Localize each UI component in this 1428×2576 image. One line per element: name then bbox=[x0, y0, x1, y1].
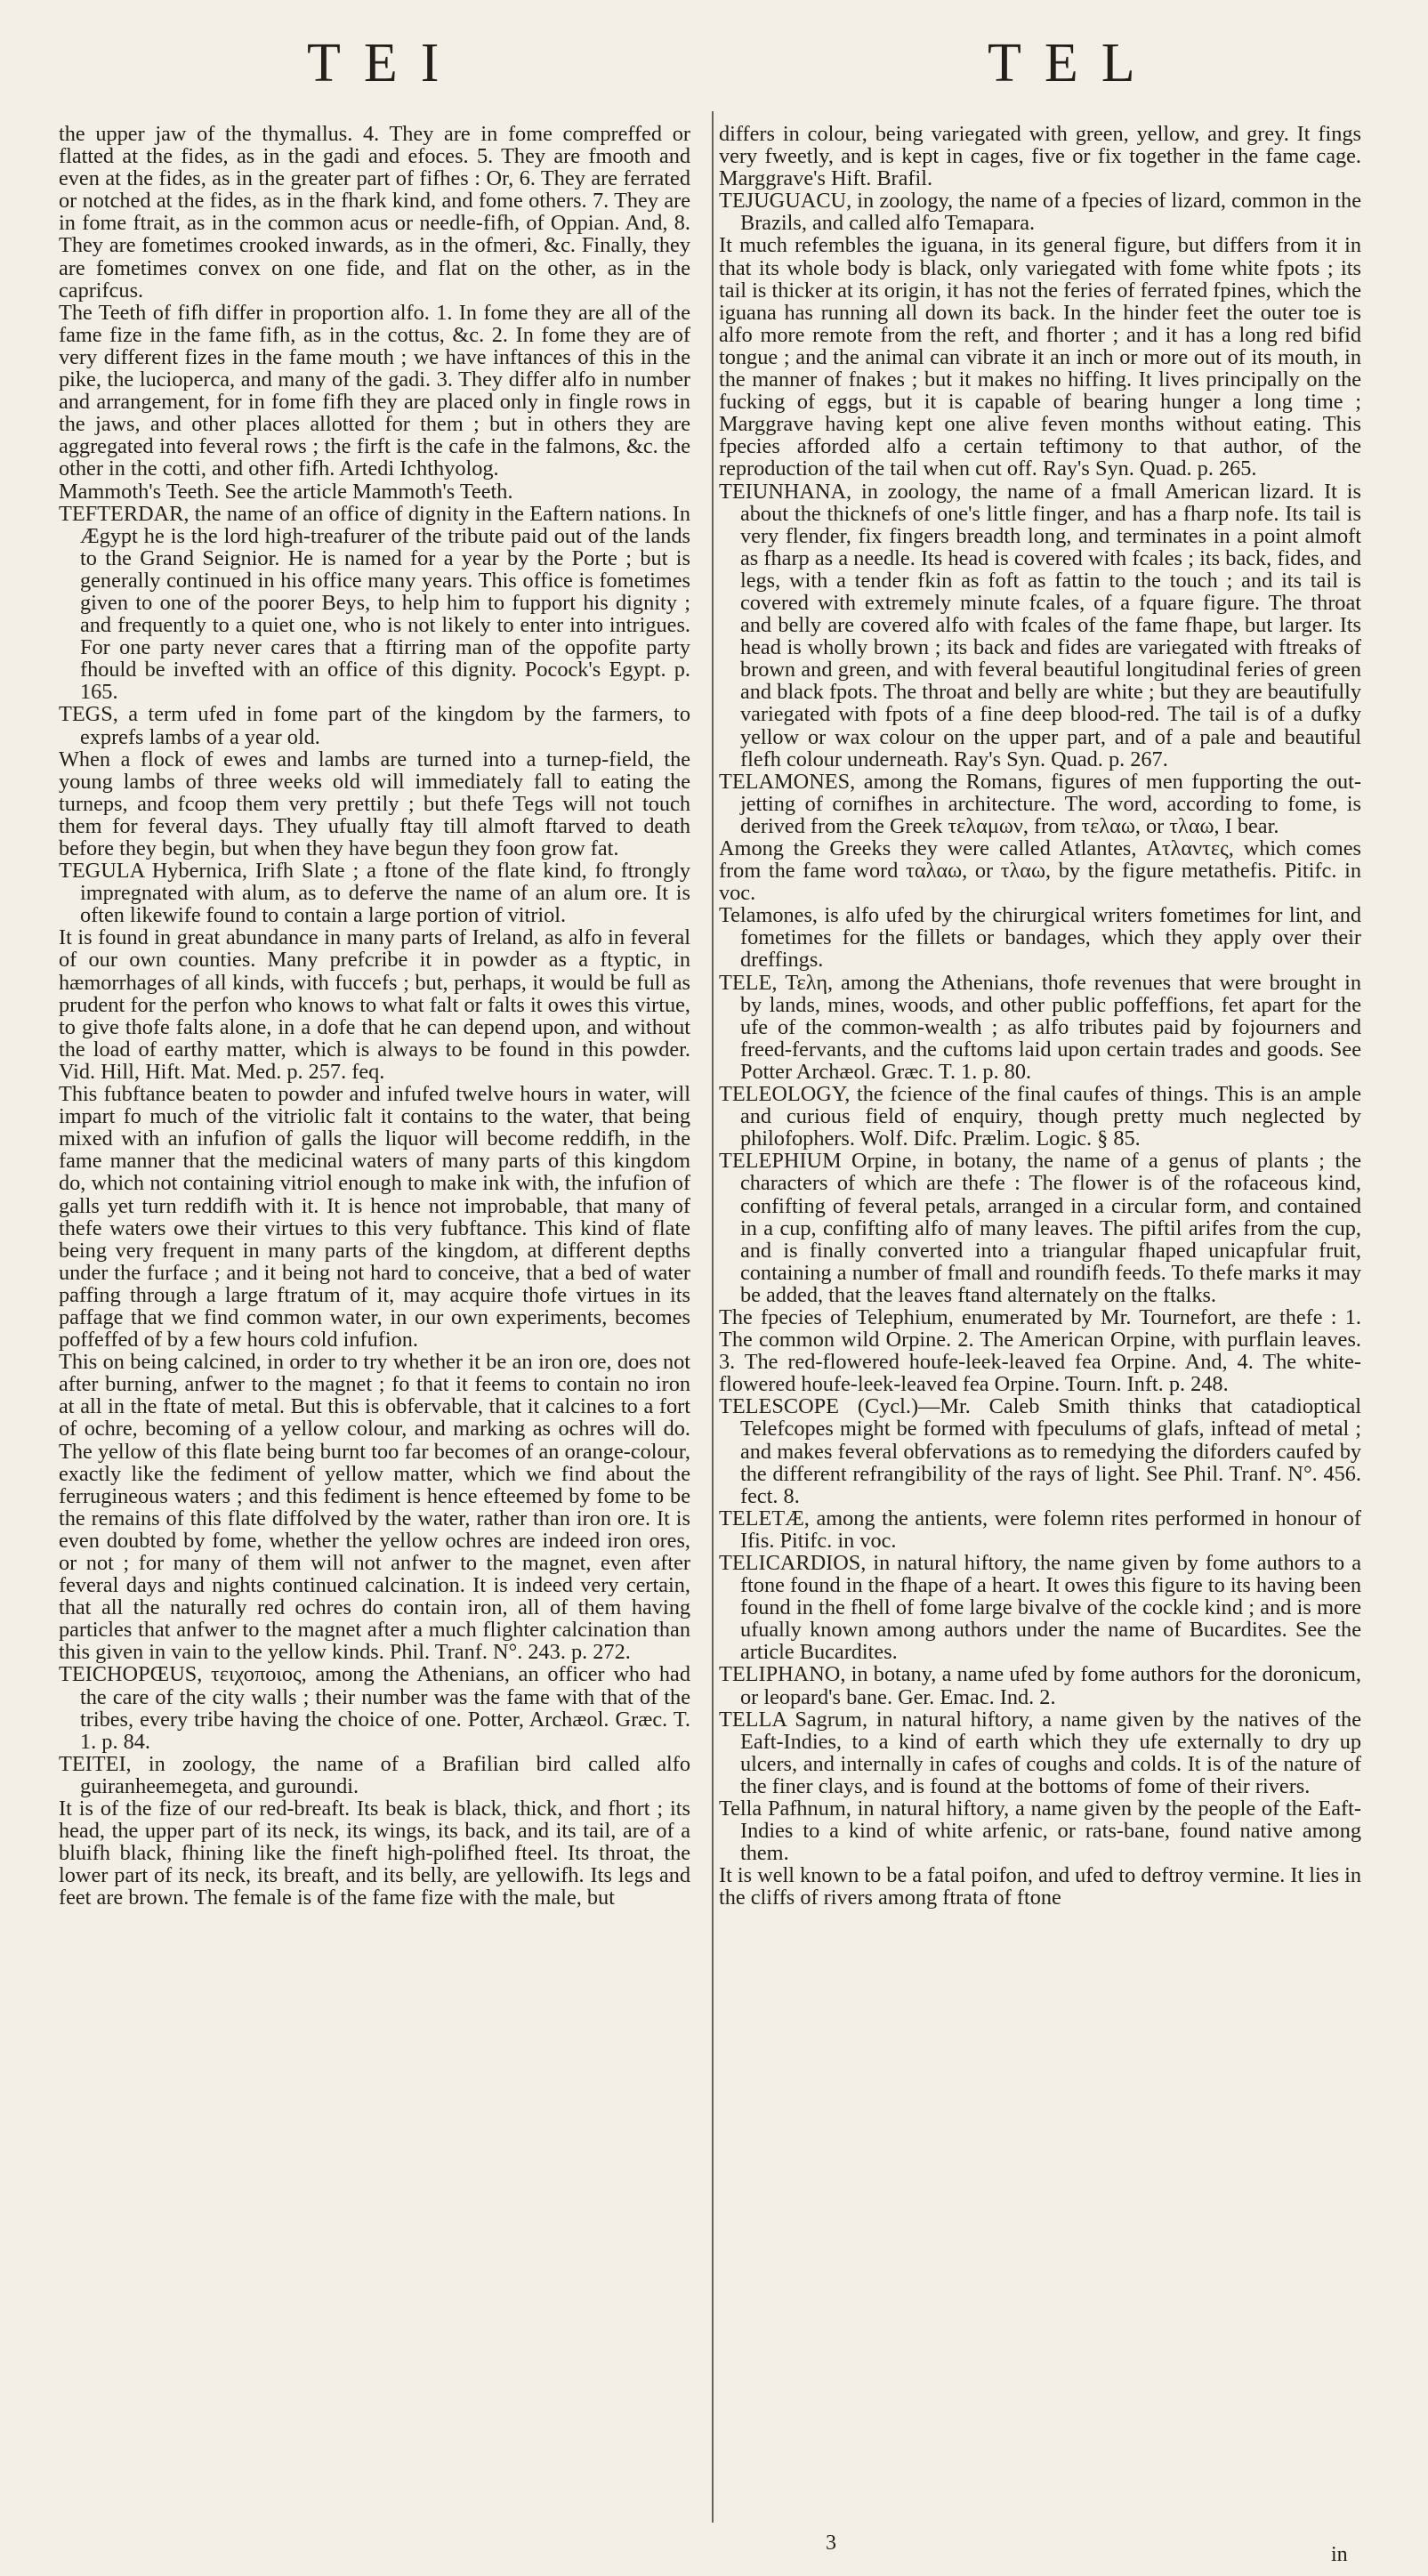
dictionary-entry: TEJUGUACU, in zoology, the name of a fpecies of lizard, common in the Brazils, and called alfo Temapara. bbox=[719, 189, 1361, 236]
left-column bbox=[59, 123, 690, 1910]
entry-paragraph: Among the Greeks they were called Atlantes, Ατλαντες, which comes from the fame word ταλαω, or τλαω, by the figure metathefis. Pitifc. in voc. bbox=[719, 836, 1361, 906]
dictionary-entry: TELAMONES, among the Romans, figures of men fupporting the out-jetting of cornifhes in architecture. The word, according to fome, is derived from the Greek τελαμων, from τελαω, or τλαω, I bear. bbox=[719, 769, 1361, 838]
entry-paragraph: The Teeth of fifh differ in proportion alfo. 1. In fome they are all of the fame fize in the fame fifh, as in the cottus, &c. 2. In fome they are of very different fizes in the fame mouth ; we have inftances of this in the pike, the lucioperca, and many of the gadi. 3. They differ alfo in number and arrangement, for in fome fifh they are placed only in fingle rows in the jaws, and other places allotted for them ; but in others they are aggregated into feveral rows ; the firft is the cafe in the falmons, &c. the other in the cotti, and other fifh. Artedi Ichthyolog. bbox=[59, 300, 690, 481]
dictionary-entry: Mammoth's Teeth. See the article Mammoth's Teeth. bbox=[59, 479, 513, 504]
column-divider bbox=[712, 111, 714, 2523]
entry-paragraph: the upper jaw of the thymallus. 4. They are in fome compreffed or flatted at the fides, as in the gadi and efoces. 5. They are fmooth and even at the fides, as in the greater part of fifhes : Or, 6. They are ferrated or notched at the fides, as in the fhark kind, and fome others. 7. They are in fome ftrait, as in the common acus or needle-fifh, of Oppian. And, 8. They are fometimes crooked inwards, as in the ofmeri, &c. Finally, they are fometimes convex on one fide, and flat on the other, as in the caprifcus. bbox=[59, 122, 690, 303]
entry-paragraph: It is well known to be a fatal poifon, and ufed to deftroy vermine. It lies in the cliffs of rivers among ftrata of ftone bbox=[719, 1863, 1361, 1910]
entry-paragraph: When a flock of ewes and lambs are turned into a turnep-field, the young lambs of three weeks old will immediately fall to eating the turneps, and fcoop them very prettily ; but thefe Tegs will not touch them for feveral days. They ufually ftay till almoft ftarved to death before they begin, but when they have begun they foon grow fat. bbox=[59, 747, 690, 860]
running-head-right: TEL bbox=[988, 33, 1158, 93]
dictionary-entry: TELIPHANO, in botany, a name ufed by fome authors for the doronicum, or leopard's bane. Ger. Emac. Ind. 2. bbox=[719, 1662, 1361, 1709]
dictionary-entry: TELESCOPE (Cycl.)—Mr. Caleb Smith thinks that catadioptical Telefcopes might be formed with fpeculums of glafs, inftead of metal ; and makes feveral obfervations as to remedying the diforders caufed by the different refrangibility of the rays of light. See Phil. Tranf. N°. 456. fect. 8. bbox=[719, 1394, 1361, 1508]
dictionary-entry: TELEPHIUM Orpine, in botany, the name of a genus of plants ; the characters of which are thefe : The flower is of the rofaceous kind, confifting of feveral petals, arranged in a circular form, and contained in a cup, confifting alfo of many leaves. The piftil arifes from the cup, and is finally converted into a triangular fhaped unicapfular fruit, containing a number of fmall and roundifh feeds. To thefe marks it may be added, that the leaves ftand alternately on the ftalks. bbox=[719, 1149, 1361, 1307]
entry-paragraph: It much refembles the iguana, in its general figure, but differs from it in that its whole body is black, only variegated with fome white fpots ; its tail is thicker at its origin, it has not the feries of ferrated fpines, which the iguana has running all down its back. In the hinder feet the outer toe is alfo more remote from the reft, and fhorter ; and it has a long red bifid tongue ; and the animal can vibrate it an inch or more out of its mouth, in the manner of fnakes ; but it makes no hiffing. It lives principally on the fucking of eggs, but it is capable of bearing hunger a long time ; Marggrave having kept one alive feven months without eating. This fpecies afforded alfo a certain teftimony to that author, of the reproduction of the tail when cut off. Ray's Syn. Quad. p. 265. bbox=[719, 233, 1361, 481]
dictionary-entry: TELEOLOGY, the fcience of the final caufes of things. This is an ample and curious field of enquiry, though pretty much neglected by philofophers. Wolf. Difc. Prælim. Logic. § 85. bbox=[719, 1082, 1361, 1151]
entry-paragraph: differs in colour, being variegated with green, yellow, and grey. It fings very fweetly, and is kept in cages, five or fix together in the fame cage. Marggrave's Hift. Brafil. bbox=[719, 122, 1361, 191]
dictionary-entry: Tella Pafhnum, in natural hiftory, a name given by the people of the Eaft-Indies to a kind of white arfenic, or rats-bane, found native among them. bbox=[719, 1797, 1361, 1866]
dictionary-entry: TELETÆ, among the antients, were folemn rites performed in honour of Ifis. Pitifc. in voc. bbox=[719, 1506, 1361, 1553]
right-column bbox=[719, 123, 1361, 1910]
dictionary-entry: TEFTERDAR, the name of an office of dignity in the Eaftern nations. In Ægypt he is the lord high-treafurer of the tribute paid out of the lands to the Grand Seignior. He is named for a year by the Porte ; but is generally continued in his office many years. This office is fometimes given to one of the poorer Beys, to help him to fupport his dignity ; and frequently to a quiet one, who is not likely to enter into intrigues. For one party never cares that a ftirring man of the oppofite party fhould be invefted with an office of this dignity. Pocock's Egypt. p. 165. bbox=[59, 501, 690, 705]
catchword: in bbox=[1331, 2543, 1348, 2566]
page-number: 3 bbox=[826, 2532, 836, 2555]
dictionary-entry: TEGS, a term ufed in fome part of the kingdom by the farmers, to exprefs lambs of a year old. bbox=[59, 702, 690, 749]
dictionary-entry: TEITEI, in zoology, the name of a Brafilian bird called alfo guiranheemegeta, and guroundi. bbox=[59, 1751, 690, 1798]
dictionary-entry: TEICHOPŒUS, τειχοποιος, among the Athenians, an officer who had the care of the city walls ; their number was the fame with that of the tribes, every tribe having the choice of one. Potter, Archæol. Græc. T. 1. p. 84. bbox=[59, 1662, 690, 1754]
entry-paragraph: It is found in great abundance in many parts of Ireland, as alfo in feveral of our own counties. Many prefcribe it in powder as a ftyptic, in hæmorrhages of all kinds, with fuccefs ; but, perhaps, it would be full as prudent for the perfon who knows to what falt or falts it owes this virtue, to give thofe falts alone, in a dofe that he can depend upon, and without the load of earthy matter, which is always to be found in this powder. Vid. Hill, Hift. Mat. Med. p. 257. feq. bbox=[59, 925, 690, 1084]
dictionary-entry: TEGULA Hybernica, Irifh Slate ; a ftone of the flate kind, fo ftrongly impregnated with alum, as to deferve the name of an alum ore. It is often likewife found to contain a large portion of vitriol. bbox=[59, 859, 690, 928]
dictionary-entry: TELE, Τελη, among the Athenians, thofe revenues that were brought in by lands, mines, woods, and other public poffeffions, fet apart for the ufe of the common-wealth ; as alfo tributes paid by fojourners and freed-fervants, and the cuftoms laid upon certain trades and goods. See Potter Archæol. Græc. T. 1. p. 80. bbox=[719, 970, 1361, 1084]
entry-paragraph: It is of the fize of our red-breaft. Its beak is black, thick, and fhort ; its head, the upper part of its neck, its wings, its back, and its tail, are of a bluifh black, fhining like the fineft high-polifhed fteel. Its throat, the lower part of its neck, its breaft, and its belly, are yellowifh. Its legs and feet are brown. The female is of the fame fize with the male, but bbox=[59, 1797, 690, 1910]
entry-paragraph: This fubftance beaten to powder and infufed twelve hours in water, will impart fo much of the vitriolic falt it contains to the water, that being mixed with an infufion of galls the liquor will become reddifh, in the fame manner that the medicinal waters of many parts of this kingdom do, which not containing vitriol enough to make ink with, the infufion of galls yet turn reddifh with it. It is hence not improbable, that many of thefe waters owe their virtues to this very fubftance. This kind of flate being very frequent in many parts of the kingdom, at different depths under the furface ; and it being not hard to conceive, that a bed of water paffing through a large ftratum of it, may acquire thofe virtues in its paffage that we find common water, in our own experiments, becomes poffeffed of by a few hours cold infufion. bbox=[59, 1082, 690, 1353]
dictionary-entry: TELICARDIOS, in natural hiftory, the name given by fome authors to a ftone found in the fhape of a heart. It owes this figure to its having been found in the fhell of fome large bivalve of the cockle kind ; and is more ufually known among authors under the name of Bucardites. See the article Bucardites. bbox=[719, 1551, 1361, 1665]
dictionary-entry: Telamones, is alfo ufed by the chirurgical writers fometimes for lint, and fometimes for the fillets or bandages, which they apply over their dreffings. bbox=[719, 903, 1361, 973]
dictionary-entry: TEIUNHANA, in zoology, the name of a fmall American lizard. It is about the thicknefs of one's little finger, and has a fharp nofe. Its tail is very flender, fix fingers breadth long, and terminates in a point almoft as fharp as a needle. Its head is covered with fcales ; its back, fides, and legs, with a tender fkin as foft as fattin to the touch ; and its tail is covered with extremely minute fcales, of a fquare figure. The throat and belly are covered alfo with fcales of the fame fhape, but larger. Its head is wholly brown ; its back and fides are variegated with ftreaks of brown and green, and with feveral beautiful longitudinal feries of green and black fpots. The throat and belly are white ; but they are beautifully variegated with fpots of a fine deep blood-red. The tail is of a dufky yellow or wax colour on the upper part, and of a pale and beautiful flefh colour underneath. Ray's Syn. Quad. p. 267. bbox=[719, 479, 1361, 771]
dictionary-entry: TELLA Sagrum, in natural hiftory, a name given by the natives of the Eaft-Indies, to a kind of earth which they ufe externally to dry up ulcers, and internally in cafes of coughs and colds. It is of the nature of the finer clays, and is found at the bottoms of fome of their rivers. bbox=[719, 1707, 1361, 1798]
entry-paragraph: This on being calcined, in order to try whether it be an iron ore, does not after burning, anfwer to the magnet ; fo that it feems to contain no iron at all in the ftate of metal. But this is obfervable, that it calcines to a fort of ochre, becoming of a yellow colour, and marking as ochres will do. The yellow of this flate being burnt too far becomes of an orange-colour, exactly like the fediment of yellow matter, which we find about the ferrugineous waters ; and this fediment is hence efteemed by fome to be the remains of this flate diffolved by the water, rather than iron ore. It is even doubted by fome, whether the yellow ochres are indeed iron ores, or not ; for many of them will not anfwer to the magnet, even after feveral days and nights continued calcination. It is indeed very certain, that all the naturally red ochres do contain iron, all of them having particles that anfwer to the magnet after a much flighter calcination than this given in vain to the yellow kinds. Phil. Tranf. N°. 243. p. 272. bbox=[59, 1350, 690, 1665]
entry-paragraph: The fpecies of Telephium, enumerated by Mr. Tournefort, are thefe : 1. The common wild Orpine. 2. The American Orpine, with purflain leaves. 3. The red-flowered houfe-leek-leaved fea Orpine. And, 4. The white-flowered houfe-leek-leaved fea Orpine. Tourn. Inft. p. 248. bbox=[719, 1304, 1361, 1397]
running-head-left: TEI bbox=[307, 33, 463, 93]
